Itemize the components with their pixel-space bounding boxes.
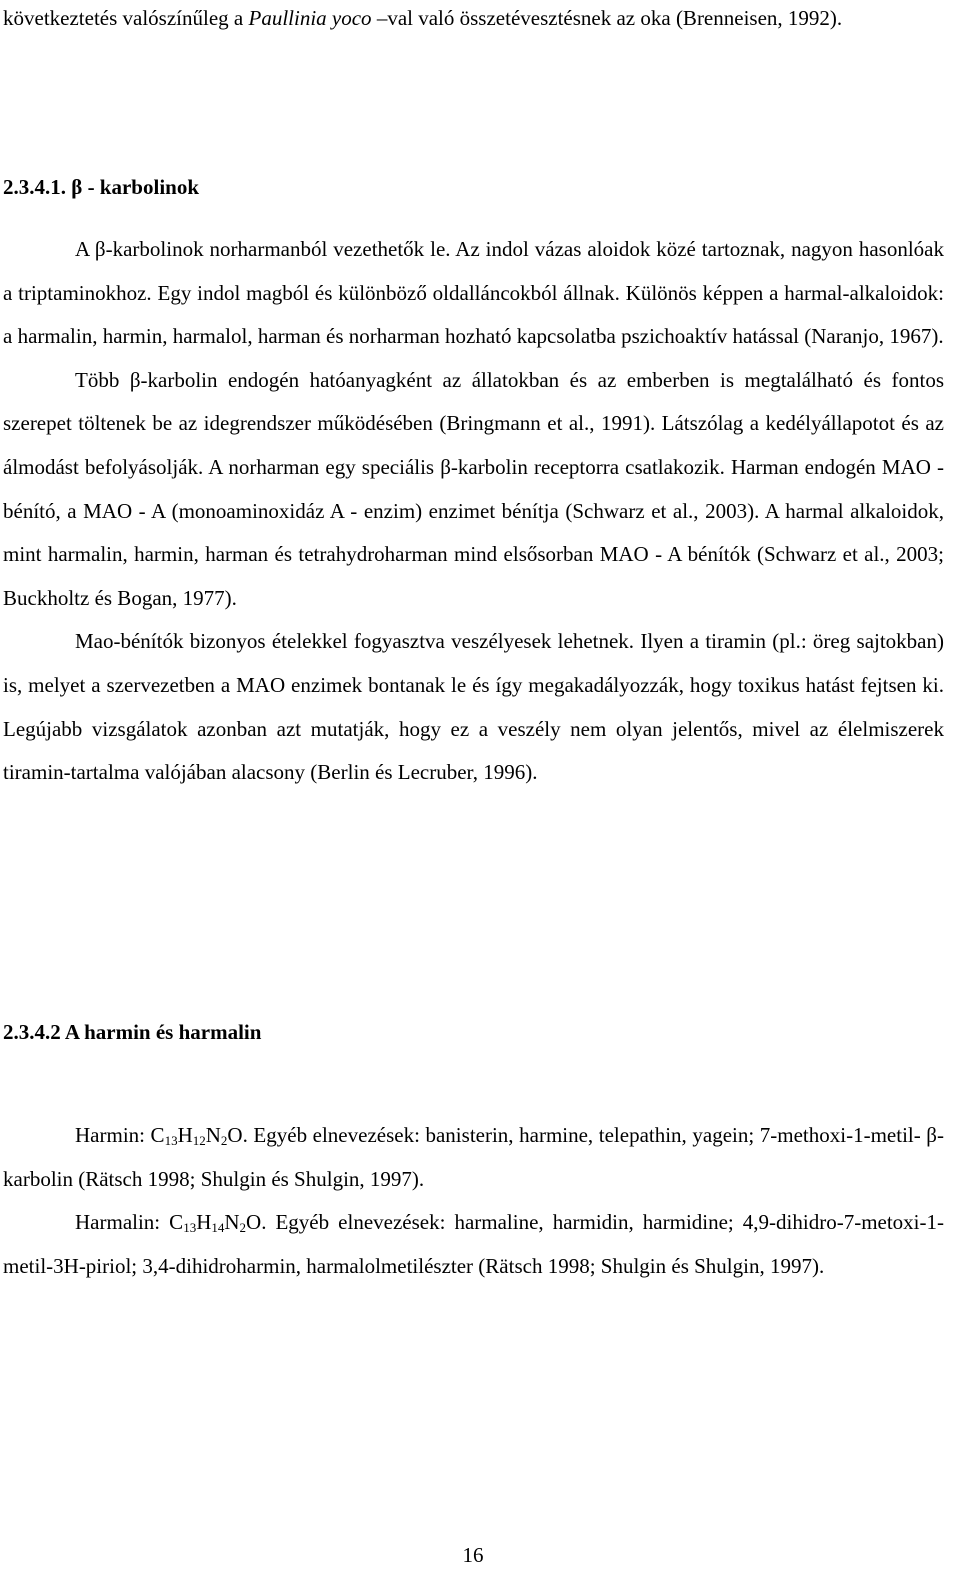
section-1-paragraph-2: Több β-karbolin endogén hatóanyagként az állatokban és az emberben is megtalálható és fontos szerepet töltenek be az idegrendszer működésében (Bringmann et al., 1991). Látszólag a kedélyállapotot és az álmodást befolyásolják. A norharman egy speciális β-karbolin receptorra csatlakozik. Harman endogén MAO - bénító, a MAO - A (monoaminoxidáz A - enzim) enzimet bénítja (Schwarz et al., 2003). A harmal alkaloidok, mint harmalin, harmin, harman és tetrahydroharman mind elsősorban MAO - A bénítók (Schwarz et al., 2003; Buckholtz és Bogan, 1977). <box>3 367 944 610</box>
section-heading-harmin-harmalin: 2.3.4.2 A harmin és harmalin <box>3 1020 262 1044</box>
intro-paragraph: következtetés valószínűleg a Paullinia yoco –val való összetévesztésnek az oka (Brenneisen, 1992). <box>3 6 843 30</box>
section-1-paragraph-1: A β-karbolinok norharmanból vezethetők le. Az indol vázas aloidok közé tartoznak, nagyon hasonlóak a triptaminokhoz. Egy indol magból és különböző oldalláncokból állnak. Különös képpen a harmal-alkaloidok: a harmalin, harmin, harmalol, harman és norharman hozható kapcsolatba pszichoaktív hatással (Naranjo, 1967). <box>3 237 944 349</box>
harmin-paragraph: Harmin: $C_{13}H_{12}N_2O$. Egyéb elnevezések: banisterin, harmine, telepathin, yagein; 7-methoxi-1-metil- β-karbolin (Rätsch 1998; Shulgin és Shulgin, 1997). <box>3 1123 944 1191</box>
harmalin-paragraph: Harmalin: $C_{13}H_{14}N_2O$. Egyéb elnevezések: harmaline, harmidin, harmidine; 4,9-dihidro-7-metoxi-1-metil-3H-piriol; 3,4-dihidroharmin, harmalolmetilészter (Rätsch 1998; Shulgin és Shulgin, 1997). <box>3 1210 944 1278</box>
section-1-paragraph-3: Mao-bénítók bizonyos ételekkel fogyasztva veszélyesek lehetnek. Ilyen a tiramin (pl.: öreg sajtokban) is, melyet a szervezetben a MAO enzimek bontanak le és így megakadályozzák, hogy toxikus hatást fejtsen ki. Legújabb vizsgálatok azonban azt mutatják, hogy ez a veszély nem olyan jelentős, mivel az élelmiszerek tiramin-tartalma valójában alacsony (Berlin és Lecruber, 1996). <box>3 629 944 785</box>
section-1-body <box>3 228 944 795</box>
section-heading-karbolinok: 2.3.4.1. β - karbolinok <box>3 175 200 199</box>
intro-paragraph-block <box>3 0 944 41</box>
section-2-body <box>3 1114 944 1288</box>
page-number: 16 <box>462 1543 484 1567</box>
species-name: Paullinia yoco <box>248 6 372 30</box>
